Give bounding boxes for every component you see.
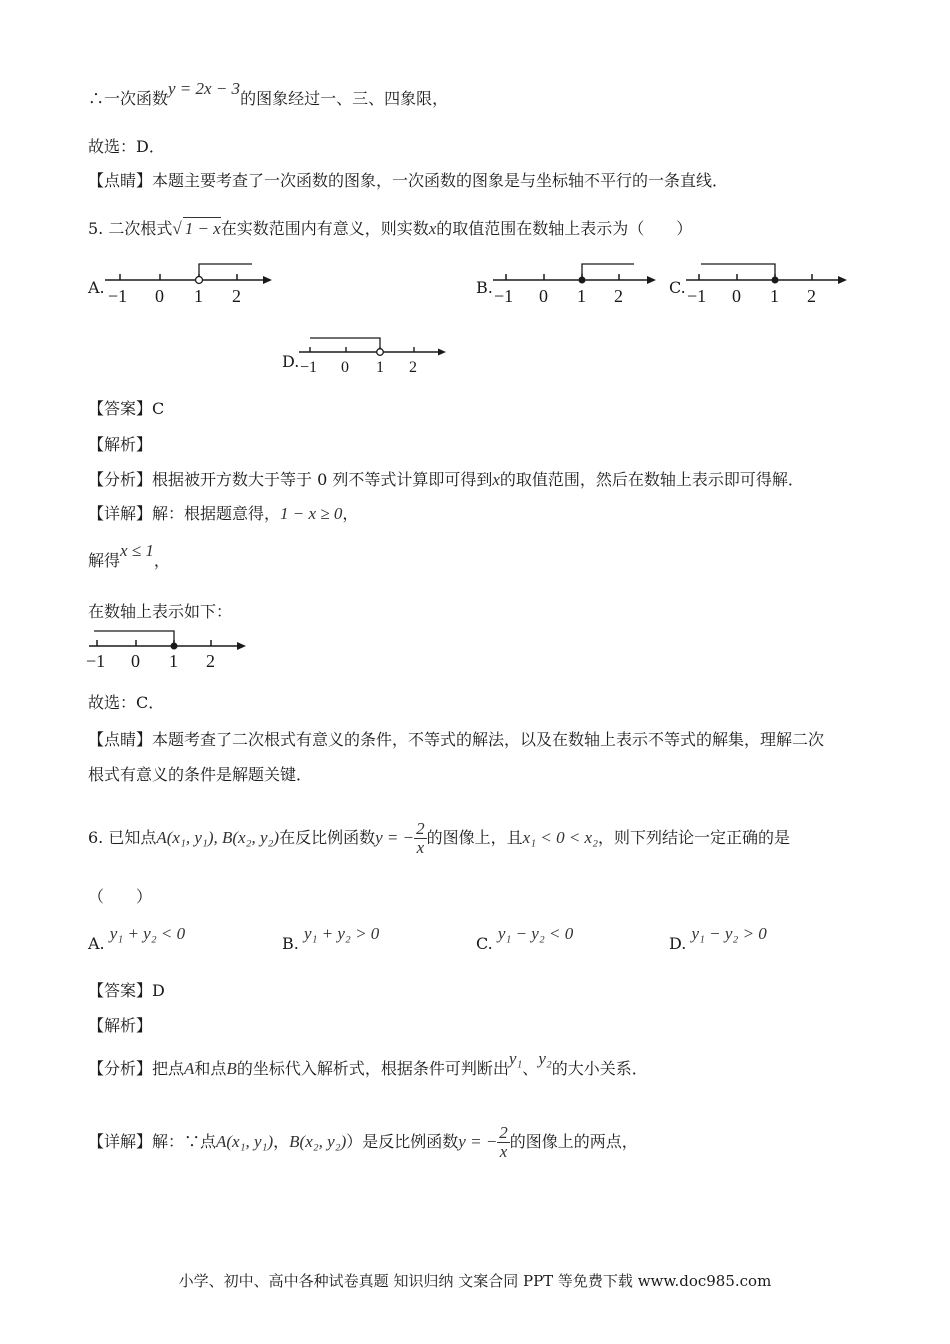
equation: y = 2x − 3 [168,79,241,98]
text: 的图像上，且 [426,828,523,847]
q5-option-a-label[interactable]: A. [88,278,105,297]
numerator: 2 [499,1123,508,1142]
function-lhs: y = − [375,828,415,847]
dianjing-4: 【点睛】本题主要考查了一次函数的图象，一次函数的图象是与坐标轴不平行的一条直线． [88,171,729,190]
tick-label: 0 [539,286,548,306]
tick-label: 0 [131,651,140,671]
denominator: x [499,1142,508,1161]
variable: y₂ [538,1049,552,1068]
text: 的图象经过一、三、四象限， [240,89,449,108]
tick-label: 0 [732,286,741,306]
tick-label: 0 [341,359,349,376]
text: 的坐标代入解析式，根据条件可判断出 [236,1059,509,1078]
question-6 [88,818,790,858]
sqrt-expr: 1 − x [184,219,221,238]
text: ， [153,551,170,570]
text: 6. 已知点 [88,828,157,847]
q6-option-c[interactable] [476,924,574,953]
answer-6: 【答案】D [88,981,165,1000]
fenxi-6 [88,1049,648,1080]
numerator: 2 [416,819,425,838]
dianjing-5-line2: 根式有意义的条件是解题关键． [88,765,313,784]
text: 解得 [88,551,121,570]
variable: y₁ [508,1049,523,1068]
variable: A [184,1059,195,1078]
dianjing-5-line1: 【点睛】本题考查了二次根式有意义的条件，不等式的解法，以及在数轴上表示不等式的解集，理解二次 [88,730,825,749]
text: ，则下列结论一定正确的是 [598,828,791,847]
q6-option-b[interactable] [282,924,380,953]
text: 的取值范围，然后在数轴上表示即可得解． [499,470,804,489]
tick-label: 1 [194,286,203,306]
q5-option-d-label[interactable]: D. [282,352,300,371]
tick-label: −1 [300,359,318,376]
text: 【详解】解：根据题意得， [88,504,281,523]
tick-label: 2 [807,286,816,306]
function-lhs: y = − [458,1132,498,1151]
text: ∴一次函数 [88,89,169,108]
option-expr: y₁ − y₂ > 0 [691,924,767,943]
tick-label: 1 [169,651,178,671]
q6-option-a[interactable] [88,924,186,953]
xiangjie-5 [88,503,358,525]
line-quadrant [88,79,449,110]
option-label: B. [282,934,299,953]
q6-paren: （ ） [88,887,153,906]
point-b: B(x₂, y₂) [289,1132,347,1151]
tick-label: 0 [155,286,164,306]
option-label: C. [476,934,493,953]
text: 【详解】解：∵点 [88,1132,217,1151]
tick-label: −1 [108,286,128,306]
text: 【分析】根据被开方数大于等于 0 列不等式计算即可得到 [88,470,493,489]
text: 、 [522,1059,539,1078]
points: A(x₁, y₁), B(x₂, y₂) [156,828,280,847]
text: 5. 二次根式 [88,219,173,238]
jiede-line [88,541,170,572]
option-label: D. [669,934,687,953]
text: 在反比例函数 [279,828,376,847]
variable: x [492,470,500,489]
inequality: x ≤ 1 [120,541,154,560]
text: 的图像上的两点， [509,1132,638,1151]
tick-label: 2 [409,359,417,376]
tick-label: 2 [614,286,623,306]
answer-5: 【答案】C [88,399,165,418]
choice-5: 故选：C． [88,693,165,712]
tick-label: −1 [494,286,514,306]
option-expr: y₁ − y₂ < 0 [497,924,574,943]
number-line-c [681,258,856,308]
q5-option-b-label[interactable]: B. [476,278,493,297]
text: 的取值范围在数轴上表示为（ ） [436,219,693,238]
tick-label: 1 [577,286,586,306]
tick-label: 1 [376,359,384,376]
q6-option-d[interactable] [669,924,767,953]
text: ， [342,504,359,523]
jiexi-5: 【解析】 [88,435,153,454]
option-label: A. [88,934,105,953]
number-line-d [294,332,454,378]
question-5: 5. 二次根式√ 1 − x在实数范围内有意义，则实数x的取值范围在数轴上表示为（ ） [88,219,693,238]
footer: 小学、初中、高中各种试卷真题 知识归纳 文案合同 PPT 等免费下载 www.doc985.com [178,1272,772,1290]
text: 和点 [194,1059,227,1078]
tick-label: 1 [770,286,779,306]
variable: B [226,1059,237,1078]
q5-option-c-label[interactable]: C. [669,278,686,297]
number-line-solution [84,626,254,672]
number-line-b [488,258,668,308]
point-a: A(x₁, y₁) [216,1132,274,1151]
option-expr: y₁ + y₂ > 0 [303,924,380,943]
number-line-intro: 在数轴上表示如下： [88,602,233,621]
fenxi-5 [88,469,804,491]
condition: x₁ < 0 < x₂ [522,828,598,847]
option-expr: y₁ + y₂ < 0 [109,924,186,943]
text: 【分析】把点 [88,1059,185,1078]
number-line-a [100,258,280,308]
text: 的大小关系． [551,1059,648,1078]
tick-label: 2 [232,286,241,306]
text: ， [273,1132,290,1151]
choice-line: 故选：D． [88,137,165,156]
tick-label: 2 [206,651,215,671]
tick-label: −1 [86,651,106,671]
text: 在实数范围内有意义，则实数 [220,219,429,238]
inequality: 1 − x ≥ 0 [280,504,343,523]
text: ）是反比例函数 [346,1132,459,1151]
jiexi-6: 【解析】 [88,1016,153,1035]
fraction [497,1124,510,1161]
xiangjie-6 [88,1122,638,1162]
denominator: x [416,838,425,857]
fraction [414,820,427,857]
variable: x [428,219,437,238]
tick-label: −1 [687,286,707,306]
